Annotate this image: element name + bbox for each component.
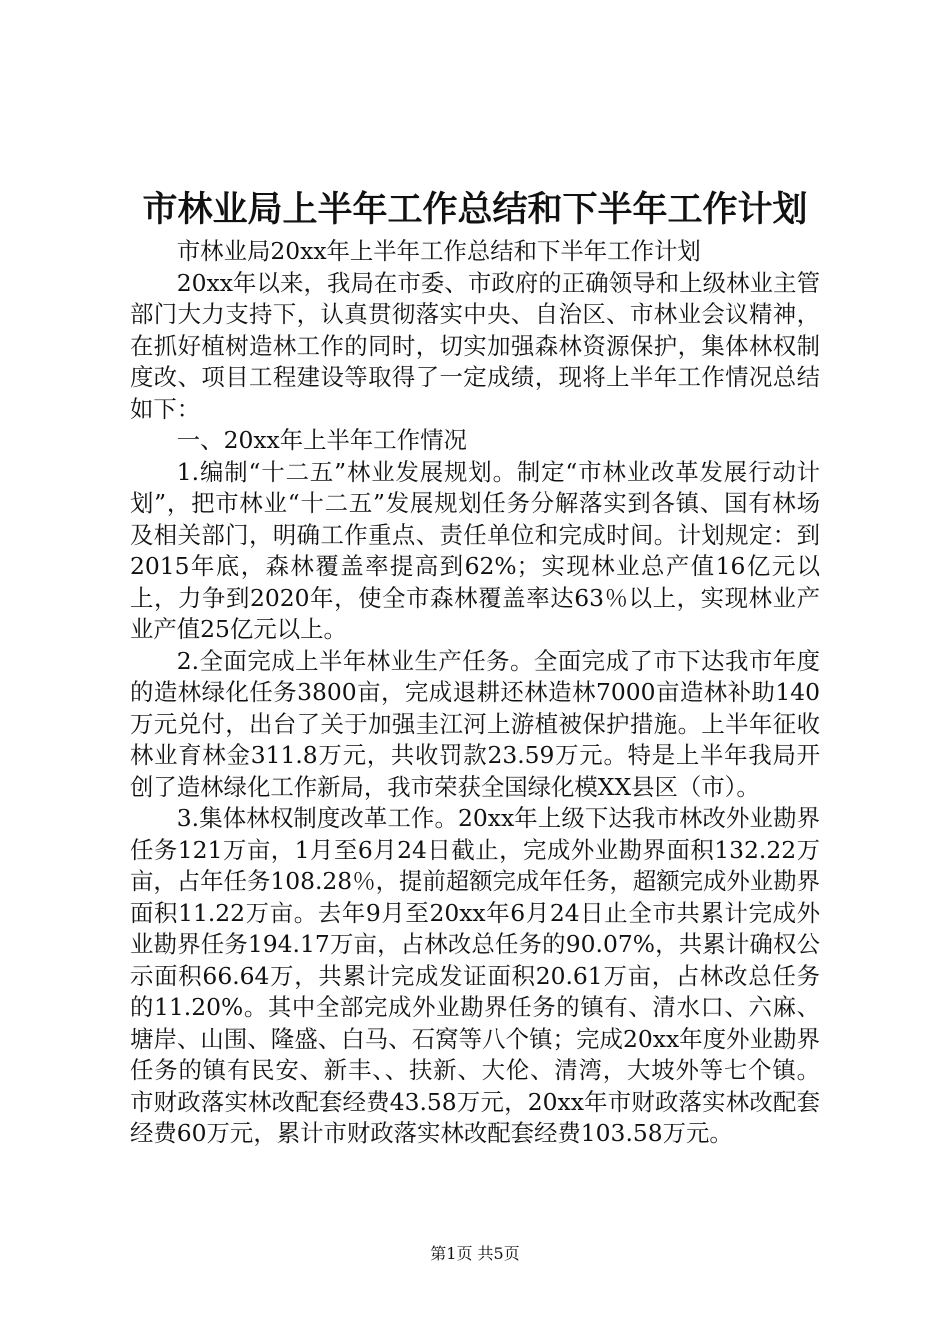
document-body [130,236,820,1150]
paragraph-item-2: 2.全面完成上半年林业生产任务。全面完成了市下达我市年度的造林绿化任务3800亩，完成退耕还林造林7000亩造林补助140万元兑付，出台了关于加强圭江河上游植被保护措施。上半年征收林业育林金311.8万元，共收罚款23.59万元。特是上半年我局开创了造林绿化工作新局，我市荣获全国绿化模XX县区（市）。 [130,646,820,801]
paragraph-item-1: 1.编制“十二五”林业发展规划。制定“市林业改革发展行动计划”，把市林业“十二五”发展规划任务分解落实到各镇、国有林场及相关部门，明确工作重点、责任单位和完成时间。计划规定：到2015年底，森林覆盖率提高到62%；实现林业总产值16亿元以上，力争到2020年，使全市森林覆盖率达63％以上，实现林业产业产值25亿元以上。 [130,457,820,643]
document-title: 市林业局上半年工作总结和下半年工作计划 [142,189,808,230]
paragraph-item-3: 3.集体林权制度改革工作。20xx年上级下达我市林改外业勘界任务121万亩，1月至6月24日截止，完成外业勘界面积132.22万亩，占年任务108.28％，提前超额完成年任务，超额完成外业勘界面积11.22万亩。去年9月至20xx年6月24日止全市共累计完成外业勘界任务194.17万亩，占林改总任务的90.07%，共累计确权公示面积66.64万，共累计完成发证面积20.61万亩，占林改总任务的11.20%。其中全部完成外业勘界任务的镇有、清水口、六麻、塘岸、山围、隆盛、白马、石窝等八个镇；完成20xx年度外业勘界任务的镇有民安、新丰、、扶新、大伦、清湾，大坡外等七个镇。市财政落实林改配套经费43.58万元，20xx年市财政落实林改配套经费60万元，累计市财政落实林改配套经费103.58万元。 [130,804,820,1147]
paragraph-intro: 20xx年以来，我局在市委、市政府的正确领导和上级林业主管部门大力支持下，认真贯彻落实中央、自治区、市林业会议精神，在抓好植树造林工作的同时，切实加强森林资源保护，集体林权制度改、项目工程建设等取得了一定成绩，现将上半年工作情况总结如下： [130,268,820,423]
page-footer: 第1页 共5页 [430,1244,520,1263]
section-heading: 一、20xx年上半年工作情况 [176,426,467,454]
paragraph-subtitle: 市林业局20xx年上半年工作总结和下半年工作计划 [176,237,701,265]
